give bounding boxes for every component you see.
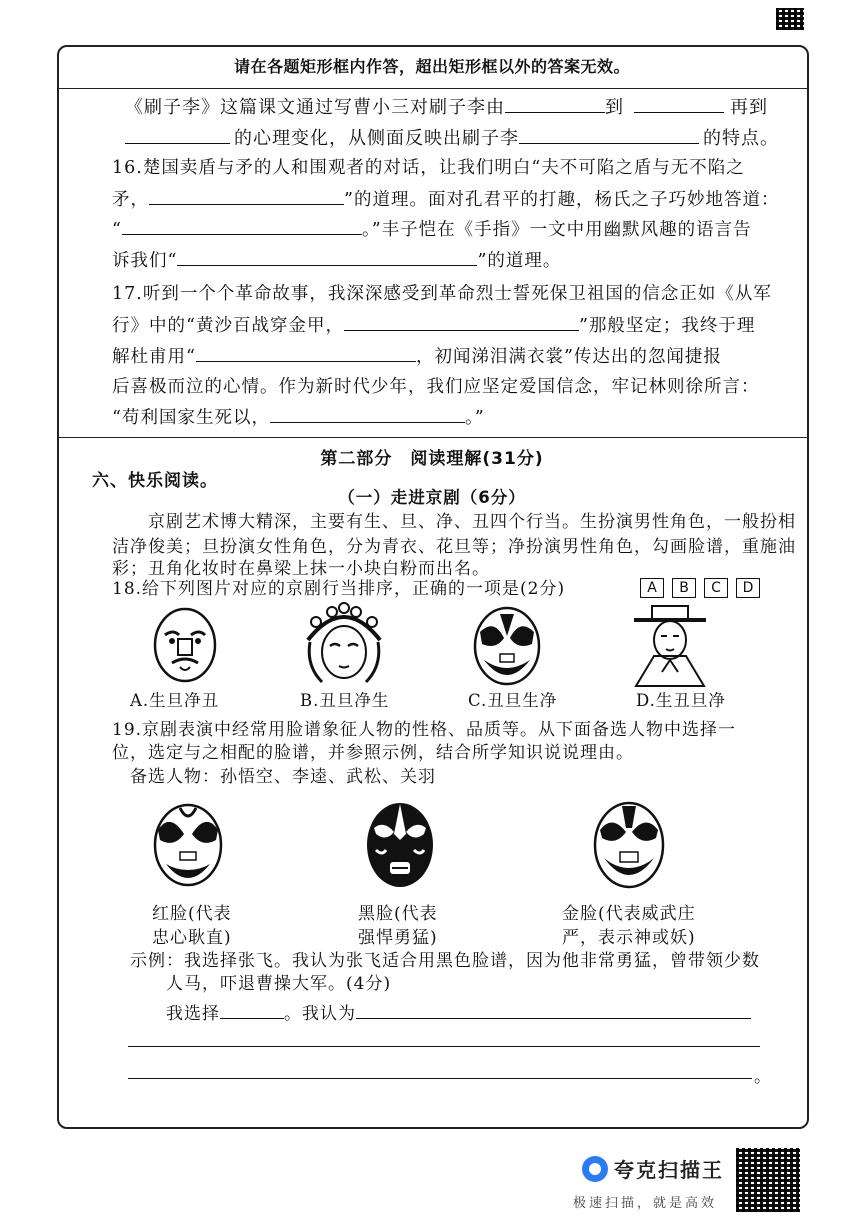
q17-text-e: “苟利国家生死以， — [112, 408, 270, 428]
q15-line1 — [125, 96, 768, 119]
answer-box-a[interactable]: A — [640, 578, 664, 598]
q15-text-a: 《刷子李》这篇课文通过写曹小三对刷子李由 — [125, 97, 505, 118]
gold-mask-label-2: 严，表示神或妖) — [562, 928, 696, 948]
passage-line2: 洁净俊美；旦扮演女性角色，分为青衣、花旦等；净扮演男性角色，勾画脸谱，重施油 — [112, 537, 796, 557]
q17-line2 — [112, 314, 755, 337]
q17-text-c: 解杜甫用“ — [112, 347, 196, 367]
q19-reason-blank-2[interactable] — [128, 1046, 760, 1047]
q15-blank-4[interactable] — [519, 127, 699, 144]
red-mask-icon — [150, 800, 226, 890]
part-divider — [57, 437, 807, 438]
q16-line1: 16.楚国卖盾与矛的人和围观者的对话，让我们明白“夫不可陷之盾与无不陷之 — [112, 158, 745, 178]
q15-blank-3[interactable] — [125, 127, 230, 144]
red-mask-label-1: 红脸(代表 — [152, 904, 232, 924]
q17-text-f: 。” — [464, 408, 485, 428]
header-notice: 请在各题矩形框内作答，超出矩形框以外的答案无效。 — [233, 57, 630, 76]
q16-blank-2[interactable] — [122, 218, 362, 235]
q15-text-e: 的特点。 — [703, 128, 779, 149]
answer-box-c[interactable]: C — [704, 578, 728, 598]
watermark-slogan: 极速扫描，就是高效 — [573, 1196, 718, 1211]
q16-line4 — [112, 249, 561, 272]
q15-text-c: 再到 — [730, 97, 768, 118]
part2-title: 第二部分 阅读理解(31分) — [320, 449, 544, 469]
q18-option-d[interactable]: D.生丑旦净 — [636, 691, 726, 710]
q17-blank-3[interactable] — [270, 406, 465, 423]
reading1-title: （一）走进京剧（6分） — [338, 488, 526, 507]
q19-end-mark: 。 — [754, 1067, 772, 1087]
red-mask-label-2: 忠心耿直) — [152, 928, 232, 948]
q16-blank-1[interactable] — [149, 188, 344, 205]
q15-line2 — [125, 127, 779, 150]
q18-option-c[interactable]: C.丑旦生净 — [468, 691, 558, 710]
black-mask-label-1: 黑脸(代表 — [358, 904, 438, 924]
sheng-figure-icon — [628, 602, 712, 688]
q19-example-line2: 人马，吓退曹操大军。(4分) — [166, 974, 392, 994]
q15-text-b: 到 — [605, 97, 624, 118]
q17-line3 — [112, 345, 722, 368]
answer-box-b[interactable]: B — [672, 578, 696, 598]
q16-line2 — [112, 188, 779, 211]
q19-line1: 19.京剧表演中经常用脸谱象征人物的性格、品质等。从下面备选人物中选择一 — [112, 720, 737, 740]
header-divider — [57, 88, 807, 89]
q15-blank-2[interactable] — [634, 96, 724, 113]
q17-line5 — [112, 406, 485, 429]
q19-reason-blank-3[interactable] — [128, 1078, 752, 1079]
q19-answer-text-a: 我选择 — [166, 1004, 220, 1024]
black-mask-label-2: 强悍勇猛) — [358, 928, 438, 948]
q19-line2: 位，选定与之相配的脸谱，并参照示例，结合所学知识说说理由。 — [112, 743, 634, 763]
answer-box-d[interactable]: D — [736, 578, 760, 598]
chou-face-icon — [150, 605, 220, 685]
q16-text-b: ”的道理。面对孔君平的打趣，杨氏之子巧妙地答道： — [344, 190, 780, 210]
q17-text-a: 行》中的“黄沙百战穿金甲， — [112, 316, 344, 336]
q16-text-c: “ — [112, 220, 122, 240]
dan-face-icon — [302, 600, 386, 688]
q16-text-e: 诉我们“ — [112, 251, 178, 271]
q19-reason-blank-1[interactable] — [356, 1002, 751, 1019]
q18-option-b[interactable]: B.丑旦净生 — [300, 691, 390, 710]
q16-line3 — [112, 218, 752, 241]
passage-line3: 彩；丑角化妆时在鼻梁上抹一小块白粉而出名。 — [112, 559, 490, 579]
q18-stem: 18.给下列图片对应的京剧行当排序，正确的一项是(2分) — [112, 579, 566, 599]
gold-mask-label-1: 金脸(代表威武庄 — [562, 904, 696, 924]
q17-text-b: ”那般坚定；我终于理 — [578, 316, 756, 336]
q17-blank-2[interactable] — [196, 345, 416, 362]
q19-line3: 备选人物：孙悟空、李逵、武松、关羽 — [130, 767, 436, 787]
watermark-qr-code — [736, 1148, 800, 1212]
q17-text-d: ，初闻涕泪满衣裳”传达出的忽闻捷报 — [415, 347, 722, 367]
q19-example-line1: 示例：我选择张飞。我认为张飞适合用黑色脸谱，因为他非常勇猛，曾带领少数 — [130, 951, 760, 971]
q17-line1: 17.听到一个个革命故事，我深深感受到革命烈士誓死保卫祖国的信念正如《从军 — [112, 284, 772, 304]
watermark-brand: 夸克扫描王 — [614, 1158, 724, 1182]
q15-blank-1[interactable] — [505, 96, 605, 113]
quark-logo-inner — [589, 1163, 601, 1175]
q18-option-a[interactable]: A.生旦净丑 — [130, 691, 220, 710]
black-mask-icon — [362, 798, 438, 892]
corner-qr-code — [776, 8, 804, 30]
q19-answer-text-b: 。我认为 — [284, 1004, 356, 1024]
passage-line1: 京剧艺术博大精深，主要有生、旦、净、丑四个行当。生扮演男性角色，一般扮相 — [148, 512, 796, 532]
q19-choice-blank[interactable] — [220, 1002, 284, 1019]
q15-text-d: 的心理变化，从侧面反映出刷子李 — [234, 128, 519, 149]
q16-blank-3[interactable] — [177, 249, 477, 266]
q17-line4: 后喜极而泣的心情。作为新时代少年，我们应坚定爱国信念，牢记林则徐所言： — [112, 377, 760, 397]
section6-title: 六、快乐阅读。 — [92, 471, 218, 491]
q19-answer-line — [166, 1002, 751, 1025]
q17-blank-1[interactable] — [344, 314, 579, 331]
jing-face-icon — [470, 604, 544, 688]
gold-mask-icon — [590, 798, 668, 892]
q16-text-d: 。”丰子恺在《手指》一文中用幽默风趣的语言告 — [361, 220, 752, 240]
q16-text-a: 矛， — [112, 190, 149, 210]
q16-text-f: ”的道理。 — [477, 251, 562, 271]
